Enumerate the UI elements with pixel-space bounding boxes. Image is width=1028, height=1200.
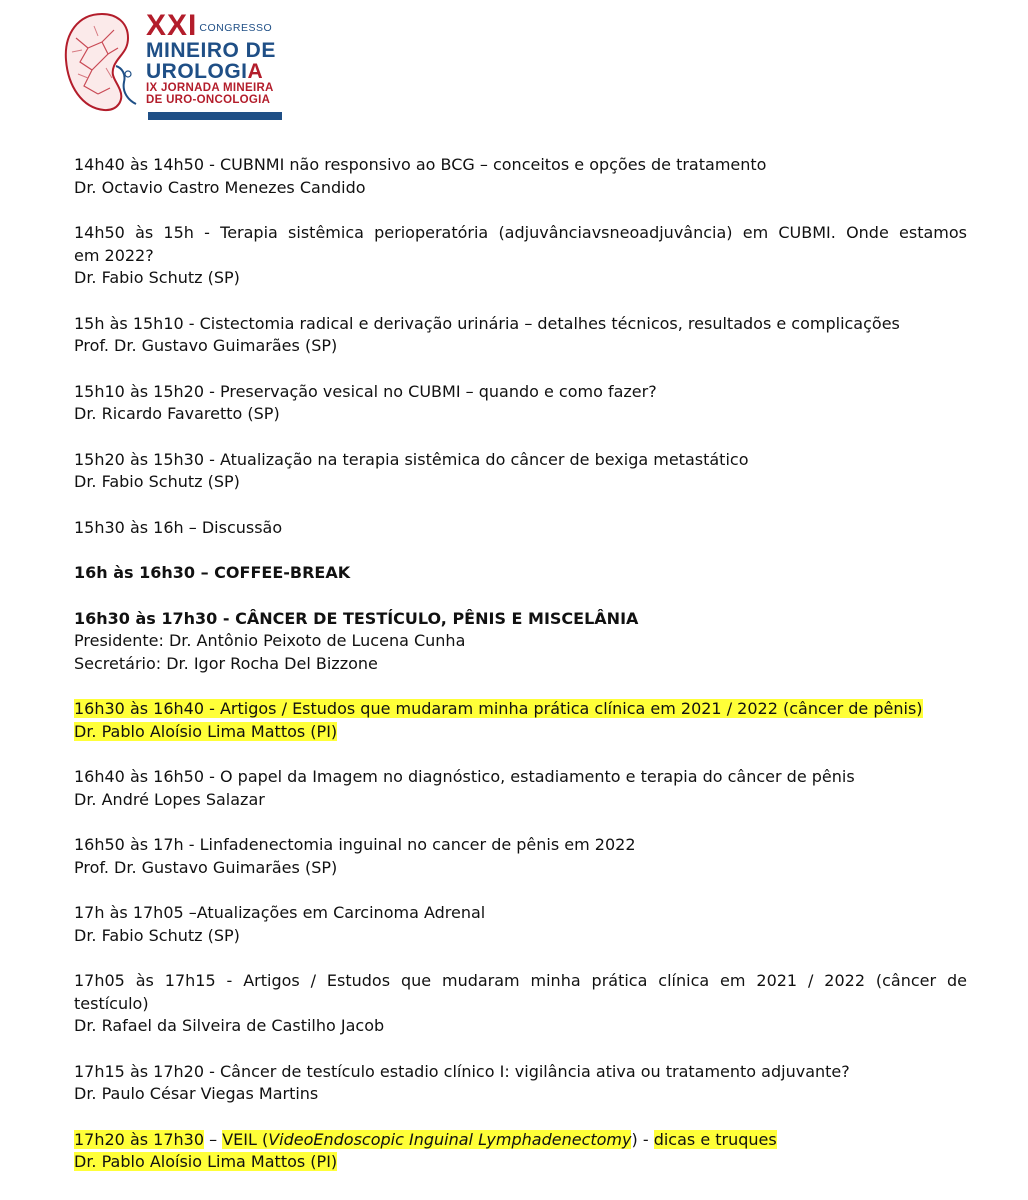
highlighted-item <box>74 1129 967 1174</box>
logo-text <box>146 9 288 106</box>
hl-time: 17h20 às 17h30 <box>74 1129 205 1149</box>
item-speaker: Dr. Rafael da Silveira de Castilho Jacob <box>74 1016 385 1035</box>
item-title <box>74 1129 967 1152</box>
item-title: 17h05 às 17h15 - Artigos / Estudos que mudaram minha prática clínica em 2021 / 2022 (câncer de <box>74 971 967 990</box>
hl-title: Artigos / Estudos que mudaram minha prática clínica em 2021 / 2022 (câncer de pênis) <box>219 699 923 718</box>
highlighted-item <box>74 698 967 743</box>
hl-veil: VEIL ( <box>222 1129 269 1149</box>
agenda-item <box>74 313 967 358</box>
hl-speaker: Dr. Pablo Aloísio Lima Mattos (PI) <box>74 1152 338 1171</box>
logo-date-band <box>148 112 282 120</box>
logo-line3: IX JORNADA MINEIRA <box>146 82 274 94</box>
item-title-cont: testículo) <box>74 993 149 1013</box>
session-title: 16h30 às 17h30 - CÂNCER DE TESTÍCULO, PÊNIS E MISCELÂNIA <box>74 608 639 628</box>
hl-sep: – <box>204 1129 223 1149</box>
session-secretary: Secretário: Dr. Igor Rocha Del Bizzone <box>74 653 378 673</box>
item-title: 14h50 às 15h - Terapia sistêmica perioperatória (adjuvânciavsneoadjuvância) em CUBMI. Onde estamos <box>74 223 967 242</box>
item-title-cont: em 2022? <box>74 245 154 265</box>
agenda-item <box>74 154 967 199</box>
coffee-break <box>74 562 967 585</box>
session-header <box>74 608 967 676</box>
agenda-item <box>74 970 967 1038</box>
item-title: 16h50 às 17h - Linfadenectomia inguinal no cancer de pênis em 2022 <box>74 835 636 854</box>
item-title: 14h40 às 14h50 - CUBNMI não responsivo ao BCG – conceitos e opções de tratamento <box>74 155 767 174</box>
logo-line1: MINEIRO DE <box>146 39 276 62</box>
item-speaker <box>74 1151 967 1174</box>
logo-line2 <box>146 61 288 82</box>
logo-line4: DE URO-ONCOLOGIA <box>146 94 271 106</box>
item-title: 17h15 às 17h20 - Câncer de testículo estadio clínico I: vigilância ativa ou tratamento adjuvante? <box>74 1061 850 1081</box>
item-speaker: Dr. Octavio Castro Menezes Candido <box>74 177 366 197</box>
hl-tail: dicas e truques <box>653 1129 777 1149</box>
item-title: 17h às 17h05 –Atualizações em Carcinoma Adrenal <box>74 903 486 922</box>
kidney-logo-icon <box>58 8 150 118</box>
item-title <box>74 698 967 721</box>
agenda-item <box>74 766 967 811</box>
item-speaker: Dr. Ricardo Favaretto (SP) <box>74 404 280 423</box>
logo-congresso: CONGRESSO <box>199 22 273 34</box>
item-speaker: Dr. Fabio Schutz (SP) <box>74 925 240 945</box>
hl-time: 16h30 às 16h40 <box>74 699 205 718</box>
item-title: 15h20 às 15h30 - Atualização na terapia sistêmica do câncer de bexiga metastático <box>74 449 749 469</box>
logo-line2-main: UROLOGI <box>146 60 248 83</box>
agenda-item <box>74 517 967 540</box>
item-title: 15h10 às 15h20 - Preservação vesical no CUBMI – quando e como fazer? <box>74 381 657 401</box>
item-speaker: Prof. Dr. Gustavo Guimarães (SP) <box>74 336 338 355</box>
session-president: Presidente: Dr. Antônio Peixoto de Lucena Cunha <box>74 631 466 650</box>
item-speaker: Dr. Fabio Schutz (SP) <box>74 472 240 491</box>
agenda-item <box>74 449 967 494</box>
item-speaker: Dr. Paulo César Viegas Martins <box>74 1084 319 1103</box>
item-speaker: Dr. Fabio Schutz (SP) <box>74 268 240 287</box>
agenda-item <box>74 1061 967 1106</box>
item-title: 16h40 às 16h50 - O papel da Imagem no diagnóstico, estadiamento e terapia do câncer de pênis <box>74 767 855 786</box>
item-title: 15h às 15h10 - Cistectomia radical e derivação urinária – detalhes técnicos, resultados e complicações <box>74 313 900 333</box>
item-speaker: Dr. André Lopes Salazar <box>74 789 265 809</box>
hl-close: ) <box>631 1129 638 1149</box>
logo-line2-accent: A <box>247 60 264 83</box>
logo-edition: XXI <box>146 9 198 42</box>
agenda <box>74 154 967 1174</box>
congress-logo <box>58 8 288 120</box>
coffee-break-title: 16h às 16h30 – COFFEE-BREAK <box>74 563 351 582</box>
agenda-item <box>74 902 967 947</box>
agenda-item <box>74 222 967 290</box>
hl-veil-italic: VideoEndoscopic Inguinal Lymphadenectomy <box>268 1129 632 1149</box>
agenda-item <box>74 834 967 879</box>
hl-sep: - <box>204 699 220 718</box>
agenda-item <box>74 381 967 426</box>
hl-sep: - <box>637 1129 654 1149</box>
item-speaker <box>74 721 967 744</box>
hl-speaker: Dr. Pablo Aloísio Lima Mattos (PI) <box>74 721 338 741</box>
item-title: 15h30 às 16h – Discussão <box>74 517 283 537</box>
item-speaker: Prof. Dr. Gustavo Guimarães (SP) <box>74 857 338 877</box>
